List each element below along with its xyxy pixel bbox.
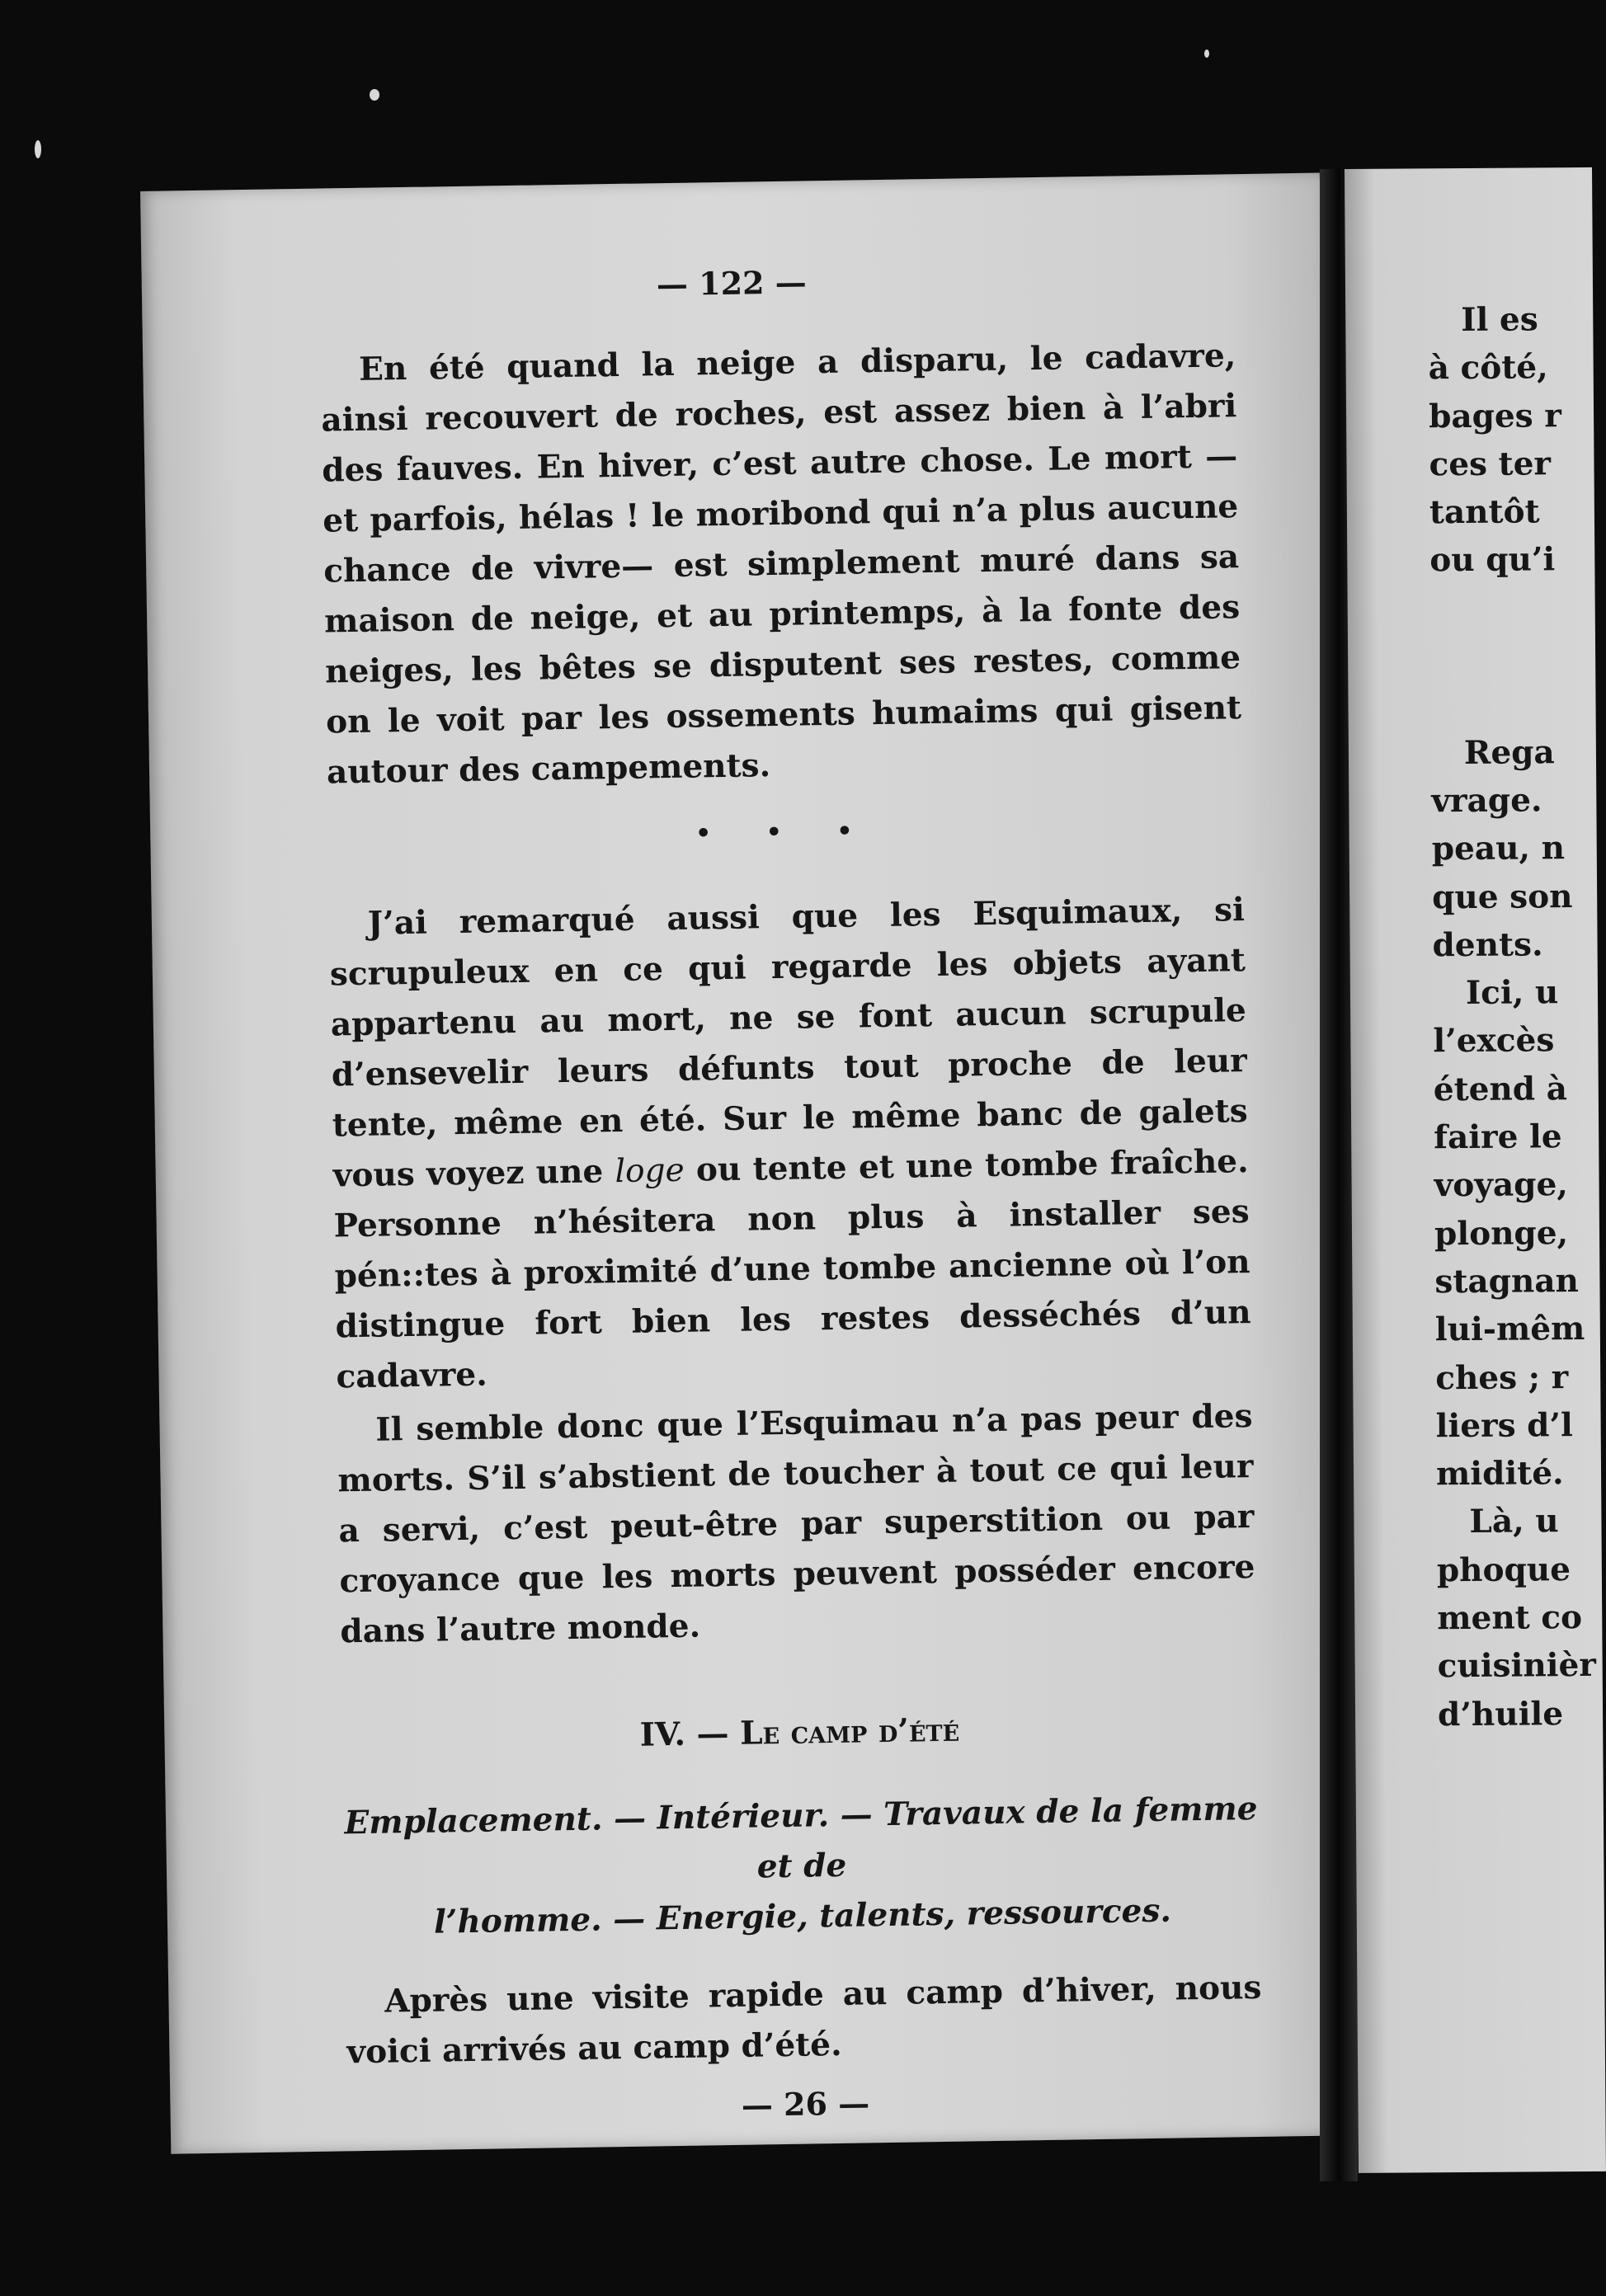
section-numeral: IV. —: [639, 1715, 729, 1754]
speck: [1204, 49, 1209, 58]
section-subtitle-line-2: l’homme. — Energie, talents, ressources.: [433, 1891, 1172, 1941]
right-page-line: vrage.: [1431, 781, 1542, 821]
right-page-lines: [1428, 295, 1596, 1738]
left-page-body: [320, 331, 1264, 2136]
right-page-line: ces ter: [1429, 445, 1552, 484]
paragraph-burial-seasons: En été quand la neige a disparu, le cadavre, ainsi recouvert de roches, est assez bien à l’abri des fauves. En hiver, c’est autre chose. Le mort — et parfois, hélas ! le moribond qui n’a plus aucune chance de vivre— est simplement muré dans sa maison de neige, et au printemps, à la fonte des neiges, les bêtes se disputent ses restes, comme on le voit par les ossements humaims qui gisent autour des campements.: [321, 336, 1242, 792]
right-page-line: Là, u: [1469, 1502, 1559, 1541]
paragraph-fear-of-dead: Il semble donc que l’Esquimau n’a pas peur des morts. S’il s’abstient de toucher à tout ce qui leur a servi, c’est peut-être par superstition ou par croyance que les morts peuvent posséder encore dans l’autre monde.: [337, 1397, 1255, 1651]
right-page-line: [1430, 680, 1590, 729]
right-page-line: l’excès: [1433, 1021, 1555, 1061]
right-page-line: que son: [1432, 877, 1573, 916]
speck: [35, 140, 41, 158]
right-page-line: ment co: [1437, 1598, 1583, 1638]
right-page-line: dents.: [1432, 925, 1543, 965]
right-page-line: stagnan: [1434, 1261, 1580, 1301]
right-page-line: voyage,: [1434, 1165, 1569, 1205]
right-page-line: bages r: [1428, 396, 1561, 435]
right-page-line: à côté,: [1428, 348, 1548, 388]
paragraph-summer-camp-intro: Après une visite rapide au camp d’hiver, nous voici arrivés au camp d’été.: [346, 1968, 1262, 2072]
right-page-line: midité.: [1435, 1454, 1564, 1494]
section-heading: [341, 1701, 1258, 1765]
right-page-line: [1430, 632, 1590, 681]
italic-word-loge: loge: [615, 1151, 685, 1191]
paragraph-graves-near-tents: J’ai remarqué aussi que les Esquimaux, si scrupuleux en ce qui regarde les objets ayant appartenu au mort, ne se font aucun scrupule d’ensevelir leurs défunts tout proche de leur tente, même en été. Sur le même banc de galets vous voyez une loge ou tente et une tombe fraîche. Personne n’hésitera non plus à installer ses pén::tes à proximité d’une tombe ancienne où l’on distingue fort bien les restes desséchés d’un cadavre.: [329, 891, 1251, 1396]
left-page: [140, 173, 1350, 2154]
speck: [370, 89, 379, 101]
section-subtitle: [343, 1784, 1261, 1949]
section-title: Le camp d’été: [739, 1710, 960, 1753]
section-separator: • • •: [695, 816, 876, 849]
section-subtitle-line-1: Emplacement. — Intérieur. — Travaux de la femme et de: [344, 1789, 1258, 1886]
page-number-bottom: — 26 —: [741, 2084, 870, 2124]
right-page-line: ou qu’i: [1429, 540, 1556, 580]
right-page-line: [1430, 584, 1590, 633]
right-page-line: phoque: [1436, 1550, 1571, 1589]
right-page: [1345, 167, 1606, 2173]
right-page-line: étend à: [1433, 1069, 1568, 1109]
right-page-line: Il es: [1461, 300, 1538, 340]
right-page-line: plonge,: [1434, 1213, 1569, 1253]
right-page-line: peau, n: [1431, 829, 1566, 868]
right-page-line: tantôt: [1429, 492, 1540, 532]
right-page-line: d’huile: [1437, 1694, 1564, 1734]
right-page-line: Rega: [1463, 732, 1555, 772]
page-number-top: — 122 —: [656, 263, 808, 303]
right-page-line: liers d’l: [1435, 1405, 1574, 1446]
right-page-line: faire le: [1434, 1117, 1562, 1157]
right-page-line: lui-mêm: [1434, 1310, 1585, 1349]
right-page-line: ches ; r: [1435, 1357, 1569, 1397]
right-page-line: Ici, u: [1465, 973, 1559, 1013]
right-page-line: cuisinièr: [1437, 1646, 1597, 1686]
